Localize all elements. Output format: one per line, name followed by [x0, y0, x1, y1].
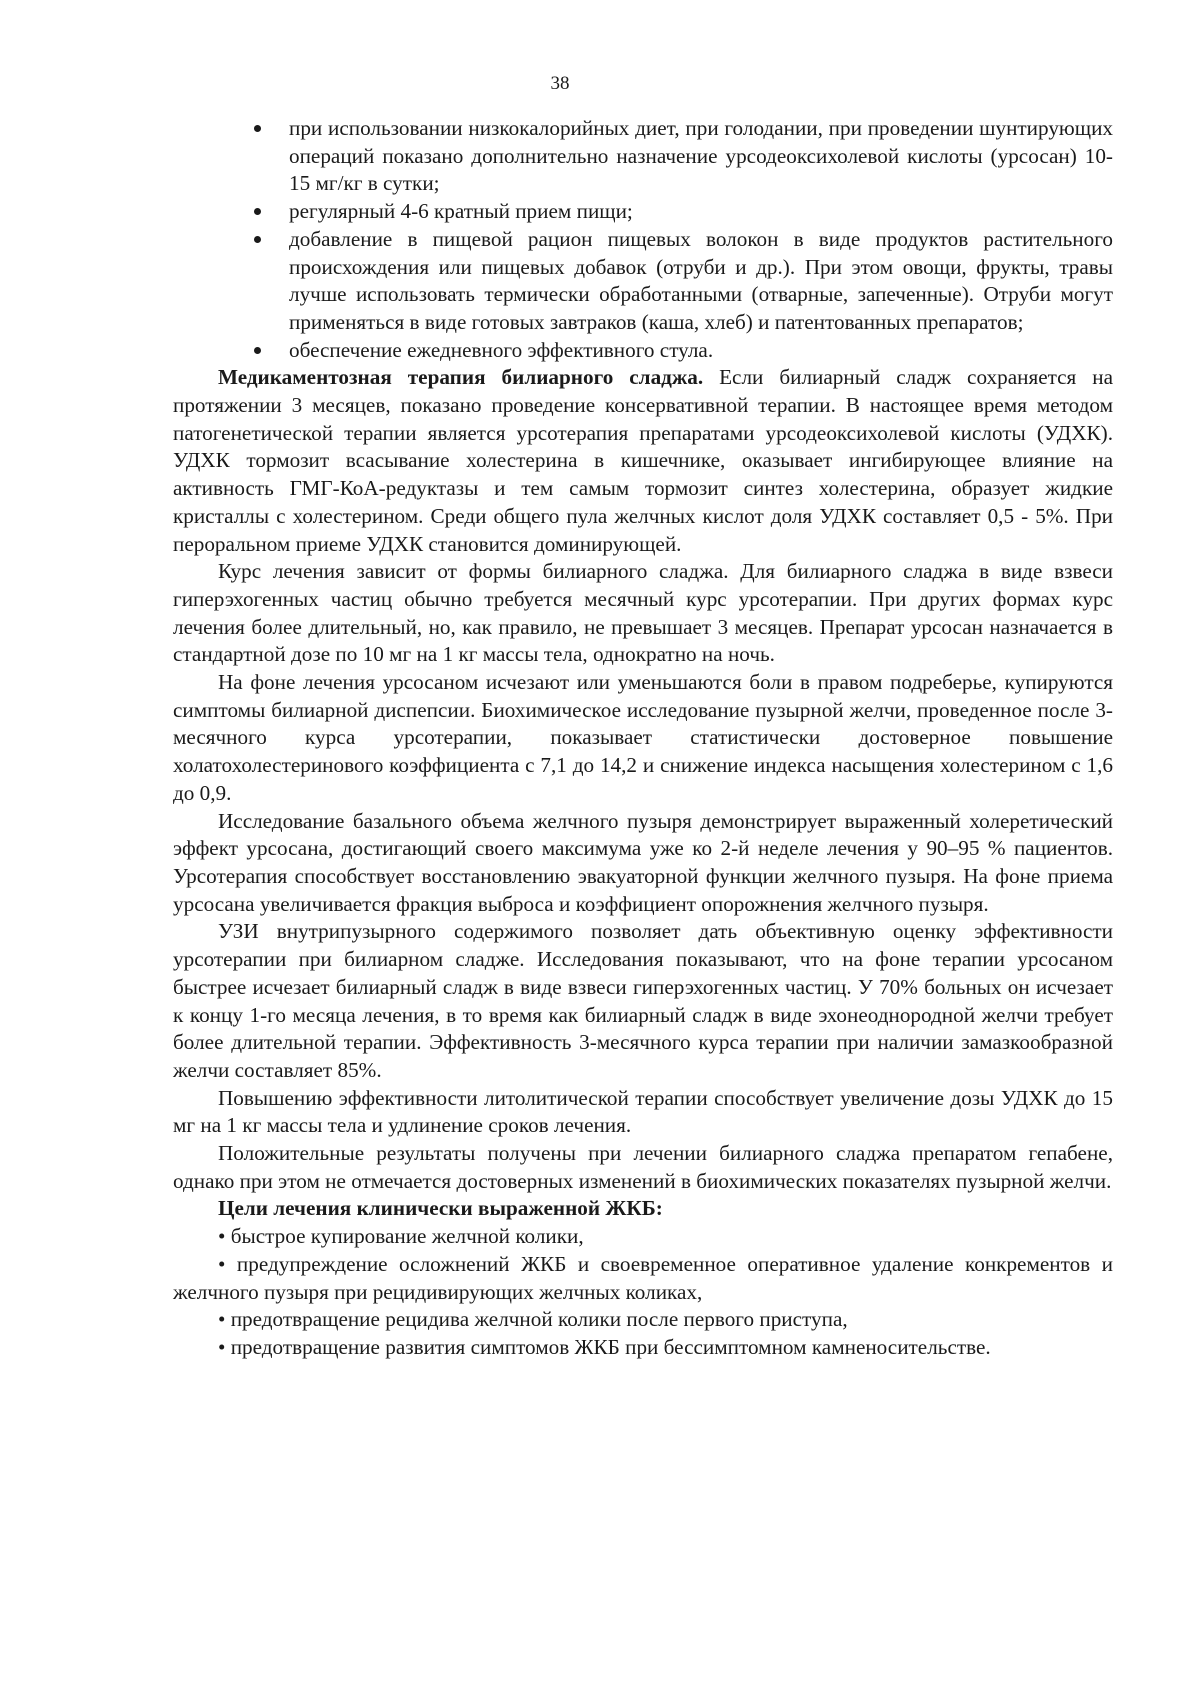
diet-recommendations-list [173, 115, 1113, 364]
paragraph: Повышению эффективности литолитической терапии способствует увеличение дозы УДХК до 15 мг на 1 кг массы тела и удлинение сроков лечения. [173, 1085, 1113, 1138]
list-item: добавление в пищевой рацион пищевых волокон в виде продуктов растительного происхождения или пищевых добавок (отруби и др.). При этом овощи, фрукты, травы лучше использовать термически обработанными (отварные, запеченные). Отруби могут применяться в виде готовых завтраков (каша, хлеб) и патентованных препаратов; [289, 226, 1113, 337]
list-item: обеспечение ежедневного эффективного стула. [289, 337, 1113, 365]
paragraph: УЗИ внутрипузырного содержимого позволяет дать объективную оценку эффективности урсотерапии при билиарном сладже. Исследования показывают, что на фоне терапии урсосаном быстрее исчезает билиарный сладж в виде взвеси гиперэхогенных частиц. У 70% больных он исчезает к концу 1-го месяца лечения, в то время как билиарный сладж в виде эхонеоднородной желчи требует более длительной терапии. Эффективность 3-месячного курса терапии при наличии замазкообразной желчи составляет 85%. [173, 919, 1113, 1082]
page-content [173, 115, 1113, 1362]
list-item: • быстрое купирование желчной колики, [218, 1224, 584, 1249]
paragraph: Курс лечения зависит от формы билиарного сладжа. Для билиарного сладжа в виде взвеси гиперэхогенных частиц обычно требуется месячный курс урсотерапии. При других формах курс лечения более длительный, но, как правило, не превышает 3 месяцев. Препарат урсосан назначается в стандартной дозе по 10 мг на 1 кг массы тела, однократно на ночь. [173, 559, 1113, 667]
section-text-drug-therapy: Если билиарный сладж сохраняется на протяжении 3 месяцев, показано проведение консервативной терапии. В настоящее время методом патогенетической терапии является урсотерапия препаратами урсодеоксихолевой кислоты (УДХК). УДХК тормозит всасывание холестерина в кишечнике, оказывает ингибирующее влияние на активность ГМГ-КоА-редуктазы и тем самым тормозит синтез холестерина, образует жидкие кристаллы с холестерином. Среди общего пула желчных кислот доля УДХК составляет 0,5 - 5%. При пероральном приеме УДХК становится доминирующей. [173, 365, 1113, 556]
list-item: • предупреждение осложнений ЖКБ и своевременное оперативное удаление конкрементов и желчного пузыря при рецидивирующих желчных коликах, [173, 1251, 1113, 1304]
list-item: регулярный 4-6 кратный прием пищи; [289, 198, 1113, 226]
section-heading-drug-therapy: Медикаментозная терапия билиарного сладжа. [218, 365, 704, 390]
paragraph: На фоне лечения урсосаном исчезают или уменьшаются боли в правом подреберье, купируются симптомы билиарной диспепсии. Биохимическое исследование пузырной желчи, проведенное после 3-месячного курса урсотерапии, показывает статистически достоверное повышение холатохолестеринового коэффициента с 7,1 до 14,2 и снижение индекса насыщения холестерином с 1,6 до 0,9. [173, 670, 1113, 805]
section-heading-treatment-goals: Цели лечения клинически выраженной ЖКБ: [218, 1196, 663, 1221]
list-item: • предотвращение рецидива желчной колики после первого приступа, [218, 1307, 848, 1332]
list-item: при использовании низкокалорийных диет, при голодании, при проведении шунтирующих операций показано дополнительно назначение урсодеоксихолевой кислоты (урсосан) 10-15 мг/кг в сутки; [289, 115, 1113, 198]
paragraph: Положительные результаты получены при лечении билиарного сладжа препаратом гепабене, однако при этом не отмечается достоверных изменений в биохимических показателях пузырной желчи. [173, 1141, 1113, 1193]
section-paragraph-drug-therapy [173, 364, 1113, 558]
paragraph: Исследование базального объема желчного пузыря демонстрирует выраженный холеретический эффект урсосана, достигающий своего максимума уже ко 2-й неделе лечения у 90–95 % пациентов. Урсотерапия способствует восстановлению эвакуаторной функции желчного пузыря. На фоне приема урсосана увеличивается фракция выброса и коэффициент опорожнения желчного пузыря. [173, 808, 1113, 916]
list-item: • предотвращение развития симптомов ЖКБ при бессимптомном камненосительстве. [218, 1334, 991, 1359]
page-number: 38 [550, 73, 570, 94]
treatment-goals-list [173, 1223, 1113, 1362]
